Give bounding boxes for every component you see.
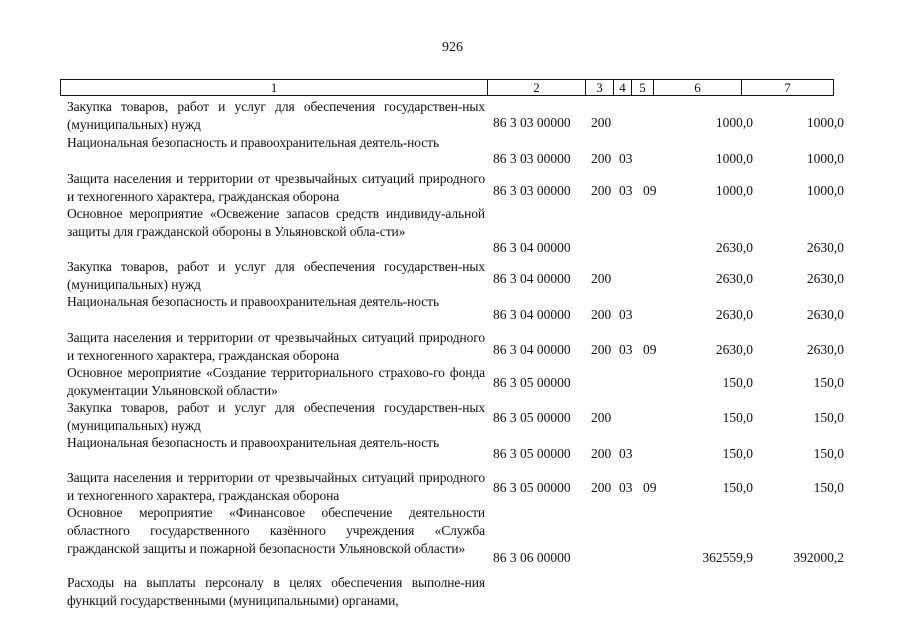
row-code: 86 3 04 00000 — [493, 342, 571, 357]
row-col-6: 362559,9 — [702, 550, 753, 565]
row-col-7: 150,0 — [813, 375, 844, 390]
row-col-7: 1000,0 — [806, 183, 844, 198]
row-description: Защита населения и территории от чрезвычайных ситуаций природного и техногенного характера, гражданская оборона — [67, 171, 485, 204]
row-col-3: 200 — [591, 183, 612, 198]
row-col-4: 03 — [619, 342, 633, 357]
row-col-7: 2630,0 — [806, 342, 844, 357]
header-col-1: 1 — [61, 80, 488, 96]
row-code: 86 3 03 00000 — [493, 115, 571, 130]
row-description: Расходы на выплаты персоналу в целях обеспечения выполне-ния функций государственными (муниципальными) органами, — [67, 575, 485, 608]
row-col-4: 03 — [619, 183, 633, 198]
row-description: Национальная безопасность и правоохранительная деятель-ность — [67, 435, 440, 450]
row-col-4: 03 — [619, 307, 633, 322]
row-description: Защита населения и территории от чрезвычайных ситуаций природного и техногенного характера, гражданская оборона — [67, 470, 485, 503]
row-description: Закупка товаров, работ и услуг для обеспечения государствен-ных (муниципальных) нужд — [67, 99, 485, 132]
row-col-3: 200 — [591, 151, 612, 166]
header-col-2: 2 — [488, 80, 586, 96]
row-description: Закупка товаров, работ и услуг для обеспечения государствен-ных (муниципальных) нужд — [67, 259, 485, 292]
row-col-4: 03 — [619, 151, 633, 166]
row-col-3: 200 — [591, 307, 612, 322]
row-col-7: 150,0 — [813, 410, 844, 425]
row-col-5: 09 — [643, 342, 657, 357]
row-col-7: 2630,0 — [806, 271, 844, 286]
header-col-6: 6 — [654, 80, 742, 96]
row-col-3: 200 — [591, 115, 612, 130]
row-col-6: 1000,0 — [715, 151, 753, 166]
row-col-3: 200 — [591, 342, 612, 357]
row-code: 86 3 05 00000 — [493, 480, 571, 495]
row-col-4: 03 — [619, 446, 633, 461]
row-col-7: 2630,0 — [806, 307, 844, 322]
row-description: Национальная безопасность и правоохранительная деятель-ность — [67, 294, 440, 309]
row-description: Закупка товаров, работ и услуг для обеспечения государствен-ных (муниципальных) нужд — [67, 400, 485, 433]
header-col-5: 5 — [632, 80, 654, 96]
row-col-3: 200 — [591, 271, 612, 286]
row-col-4: 03 — [619, 480, 633, 495]
row-col-7: 1000,0 — [806, 115, 844, 130]
row-description: Национальная безопасность и правоохранительная деятель-ность — [67, 135, 440, 150]
row-code: 86 3 03 00000 — [493, 151, 571, 166]
row-col-7: 2630,0 — [806, 240, 844, 255]
row-col-3: 200 — [591, 410, 612, 425]
row-col-6: 1000,0 — [715, 183, 753, 198]
row-description: Основное мероприятие «Создание территориального страхово-го фонда документации Ульяновской области» — [67, 365, 485, 398]
row-col-7: 1000,0 — [806, 151, 844, 166]
table-header — [60, 79, 834, 96]
row-code: 86 3 04 00000 — [493, 271, 571, 286]
page-number: 926 — [442, 40, 463, 55]
row-col-6: 150,0 — [722, 375, 753, 390]
row-code: 86 3 04 00000 — [493, 240, 571, 255]
row-col-3: 200 — [591, 446, 612, 461]
header-col-3: 3 — [586, 80, 614, 96]
row-col-7: 392000,2 — [793, 550, 844, 565]
row-description: Основное мероприятие «Освежение запасов средств индивиду-альной защиты для гражданской обороны в Ульяновской обла-сти» — [67, 206, 485, 239]
row-col-6: 2630,0 — [715, 342, 753, 357]
row-col-6: 2630,0 — [715, 240, 753, 255]
row-col-6: 1000,0 — [715, 115, 753, 130]
row-col-6: 150,0 — [722, 410, 753, 425]
row-col-7: 150,0 — [813, 446, 844, 461]
row-col-3: 200 — [591, 480, 612, 495]
row-code: 86 3 06 00000 — [493, 550, 571, 565]
row-col-6: 2630,0 — [715, 307, 753, 322]
row-col-5: 09 — [643, 480, 657, 495]
row-col-5: 09 — [643, 183, 657, 198]
row-col-6: 150,0 — [722, 480, 753, 495]
row-description: Защита населения и территории от чрезвычайных ситуаций природного и техногенного характера, гражданская оборона — [67, 330, 485, 363]
row-code: 86 3 03 00000 — [493, 183, 571, 198]
row-code: 86 3 05 00000 — [493, 375, 571, 390]
row-description: Основное мероприятие «Финансовое обеспечение деятельности областного государственного казённого учреждения «Служба гражданской защиты и пожарной безопасности Ульяновской области» — [67, 505, 485, 556]
row-col-7: 150,0 — [813, 480, 844, 495]
row-code: 86 3 05 00000 — [493, 446, 571, 461]
header-col-4: 4 — [614, 80, 632, 96]
row-col-6: 150,0 — [722, 446, 753, 461]
row-code: 86 3 04 00000 — [493, 307, 571, 322]
header-col-7: 7 — [742, 80, 834, 96]
row-code: 86 3 05 00000 — [493, 410, 571, 425]
row-col-6: 2630,0 — [715, 271, 753, 286]
